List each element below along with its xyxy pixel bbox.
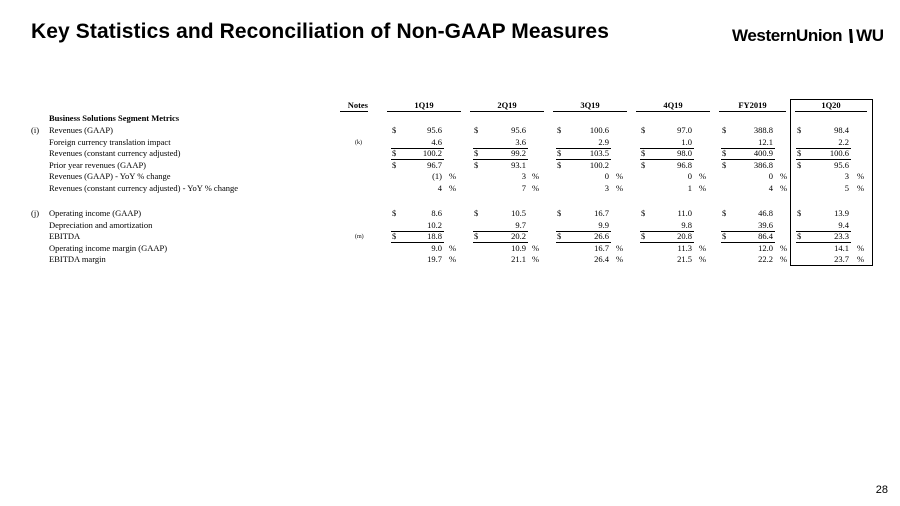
cell-value: 11.3	[677, 243, 692, 253]
dollar-sign: $	[474, 160, 479, 170]
dollar-sign: $	[722, 148, 727, 158]
cell-value: 13.9	[834, 208, 849, 218]
dollar-sign: $	[474, 208, 479, 218]
cell-value: 21.5	[677, 254, 692, 264]
percent-sign: %	[616, 171, 624, 181]
cell-value: 14.1	[834, 243, 849, 253]
dollar-sign: $	[392, 148, 397, 158]
cell-value: 46.8	[758, 208, 773, 218]
percent-sign: %	[857, 171, 865, 181]
percent-sign: %	[699, 171, 707, 181]
percent-sign: %	[449, 171, 457, 181]
dollar-sign: $	[797, 208, 802, 218]
row-label: Prior year revenues (GAAP)	[49, 160, 147, 170]
row-label: Revenues (GAAP)	[49, 125, 113, 135]
percent-sign: %	[780, 183, 788, 193]
dollar-sign: $	[797, 160, 802, 170]
cell-value: 100.6	[589, 125, 609, 135]
logo-mark-text: WU	[856, 26, 884, 45]
cell-value: 98.4	[834, 125, 849, 135]
percent-sign: %	[857, 243, 865, 253]
cell-value: 2.9	[598, 137, 609, 147]
dollar-sign: $	[392, 208, 397, 218]
cell-value: (1)	[432, 171, 442, 181]
row-label: EBITDA margin	[49, 254, 106, 264]
row-note: (k)	[355, 140, 362, 146]
cell-value: 39.6	[758, 220, 773, 230]
cell-value: 21.1	[511, 254, 526, 264]
column-header-rule	[470, 111, 544, 112]
page-title: Key Statistics and Reconciliation of Non-GAAP Measures	[31, 20, 609, 43]
percent-sign: %	[532, 171, 540, 181]
cell-value: 16.7	[594, 243, 609, 253]
percent-sign: %	[699, 183, 707, 193]
percent-sign: %	[532, 254, 540, 264]
dollar-sign: $	[641, 125, 646, 135]
percent-sign: %	[616, 254, 624, 264]
row-label: Revenues (constant currency adjusted)	[49, 148, 181, 158]
dollar-sign: $	[797, 231, 802, 241]
percent-sign: %	[616, 243, 624, 253]
cell-value: 16.7	[594, 208, 609, 218]
dollar-sign: $	[392, 160, 397, 170]
cell-value: 3	[844, 171, 849, 181]
cell-value: 386.8	[753, 160, 773, 170]
cell-value: 3	[521, 171, 526, 181]
cell-value: 388.8	[753, 125, 773, 135]
percent-sign: %	[857, 254, 865, 264]
cell-value: 12.0	[758, 243, 773, 253]
percent-sign: %	[449, 243, 457, 253]
percent-sign: %	[699, 243, 707, 253]
cell-value: 7	[521, 183, 526, 193]
cell-value: 93.1	[511, 160, 526, 170]
cell-value: 86.4	[758, 231, 773, 241]
cell-value: 9.8	[681, 220, 692, 230]
column-header-rule	[719, 111, 786, 112]
dollar-sign: $	[392, 231, 397, 241]
cell-value: 10.2	[427, 220, 442, 230]
cell-value: 3.6	[515, 137, 526, 147]
dollar-sign: $	[641, 148, 646, 158]
cell-value: 99.2	[511, 148, 526, 158]
percent-sign: %	[532, 243, 540, 253]
column-header: 4Q19	[663, 100, 683, 110]
row-label: Depreciation and amortization	[49, 220, 153, 230]
cell-value: 10.9	[511, 243, 526, 253]
percent-sign: %	[699, 254, 707, 264]
notes-header: Notes	[347, 100, 368, 110]
column-header-rule	[387, 111, 461, 112]
row-label: Operating income (GAAP)	[49, 208, 142, 218]
percent-sign: %	[780, 254, 788, 264]
column-header-rule	[795, 111, 867, 112]
percent-sign: %	[857, 183, 865, 193]
cell-value: 100.2	[422, 148, 442, 158]
row-label: Revenues (constant currency adjusted) - YoY % change	[49, 183, 238, 193]
section-title: Business Solutions Segment Metrics	[49, 113, 180, 123]
cell-value: 2.2	[838, 137, 849, 147]
dollar-sign: $	[641, 208, 646, 218]
dollar-sign: $	[722, 125, 727, 135]
cell-value: 12.1	[758, 137, 773, 147]
cell-value: 9.0	[431, 243, 442, 253]
cell-value: 10.5	[511, 208, 526, 218]
dollar-sign: $	[557, 148, 562, 158]
percent-sign: %	[449, 254, 457, 264]
cell-value: 0	[604, 171, 609, 181]
dollar-sign: $	[722, 231, 727, 241]
percent-sign: %	[780, 243, 788, 253]
cell-value: 96.7	[427, 160, 442, 170]
row-label: Foreign currency translation impact	[49, 137, 171, 147]
dollar-sign: $	[474, 231, 479, 241]
dollar-sign: $	[557, 208, 562, 218]
cell-value: 20.2	[511, 231, 526, 241]
logo-wordmark: WesternUnion	[732, 26, 843, 45]
cell-value: 100.2	[589, 160, 609, 170]
cell-value: 95.6	[511, 125, 526, 135]
cell-value: 9.9	[598, 220, 609, 230]
cell-value: 26.6	[594, 231, 609, 241]
cell-value: 9.4	[838, 220, 849, 230]
dollar-sign: $	[722, 160, 727, 170]
column-header: 2Q19	[497, 100, 517, 110]
cell-value: 0	[768, 171, 773, 181]
cell-value: 22.2	[758, 254, 773, 264]
cell-value: 19.7	[427, 254, 442, 264]
cell-value: 97.0	[677, 125, 692, 135]
notes-header-rule	[340, 111, 368, 112]
column-header-rule	[636, 111, 710, 112]
cell-value: 18.8	[427, 231, 442, 241]
percent-sign: %	[616, 183, 624, 193]
page-number: 28	[875, 484, 888, 496]
dollar-sign: $	[392, 125, 397, 135]
cell-value: 4	[437, 183, 442, 193]
dollar-sign: $	[557, 160, 562, 170]
cell-value: 9.7	[515, 220, 526, 230]
cell-value: 95.6	[834, 160, 849, 170]
percent-sign: %	[449, 183, 457, 193]
cell-value: 98.0	[677, 148, 692, 158]
row-note: (m)	[355, 234, 364, 240]
cell-value: 26.4	[594, 254, 609, 264]
dollar-sign: $	[557, 125, 562, 135]
cell-value: 4	[768, 183, 773, 193]
cell-value: 4.6	[431, 137, 442, 147]
row-label: EBITDA	[49, 231, 81, 241]
cell-value: 1.0	[681, 137, 692, 147]
dollar-sign: $	[797, 148, 802, 158]
column-header: 1Q19	[414, 100, 434, 110]
percent-sign: %	[532, 183, 540, 193]
row-marker: (j)	[31, 208, 40, 218]
cell-value: 103.5	[589, 148, 609, 158]
column-header: FY2019	[738, 100, 767, 110]
dollar-sign: $	[474, 125, 479, 135]
cell-value: 23.3	[834, 231, 849, 241]
row-label: Operating income margin (GAAP)	[49, 243, 168, 253]
dollar-sign: $	[722, 208, 727, 218]
cell-value: 0	[687, 171, 692, 181]
percent-sign: %	[780, 171, 788, 181]
cell-value: 95.6	[427, 125, 442, 135]
cell-value: 8.6	[431, 208, 442, 218]
cell-value: 96.8	[677, 160, 692, 170]
column-header-rule	[553, 111, 627, 112]
column-header: 3Q19	[580, 100, 600, 110]
dollar-sign: $	[557, 231, 562, 241]
cell-value: 23.7	[834, 254, 849, 264]
cell-value: 1	[687, 183, 692, 193]
dollar-sign: $	[641, 231, 646, 241]
cell-value: 3	[604, 183, 609, 193]
column-header: 1Q20	[821, 100, 841, 110]
cell-value: 20.8	[677, 231, 692, 241]
cell-value: 11.0	[677, 208, 692, 218]
row-label: Revenues (GAAP) - YoY % change	[49, 171, 171, 181]
cell-value: 400.9	[753, 148, 773, 158]
dollar-sign: $	[641, 160, 646, 170]
cell-value: 5	[844, 183, 849, 193]
cell-value: 100.6	[829, 148, 849, 158]
dollar-sign: $	[474, 148, 479, 158]
row-marker: (i)	[31, 125, 40, 135]
dollar-sign: $	[797, 125, 802, 135]
